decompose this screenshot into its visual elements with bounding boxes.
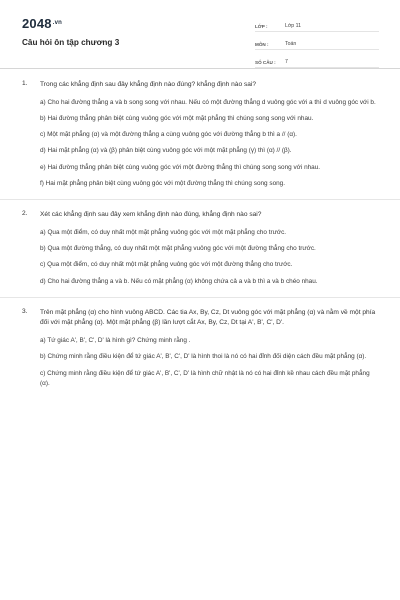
question-option: e) Hai đường thẳng phân biệt cùng vuông góc với một đường thẳng thì chúng song song với nhau. [40, 163, 321, 171]
meta-value: Lớp 11 [285, 23, 301, 29]
question-2 [0, 210, 400, 287]
document-title: Câu hỏi ôn tập chương 3 [22, 38, 120, 47]
question-option: c) Chứng minh rằng điều kiện để tứ giác A', B', C', D' là hình chữ nhật là nó có hai đỉnh kề nhau cách đều mặt phẳng (α). [40, 369, 370, 387]
question-option: b) Chứng minh rằng điều kiện để tứ giác A', B', C', D' là hình thoi là nó có hai đỉnh đối diện cách đều mặt phẳng (α). [40, 353, 367, 361]
meta-info [255, 16, 379, 70]
header-divider [0, 68, 400, 69]
meta-label: MÔN : [255, 42, 269, 47]
question-divider [0, 199, 400, 200]
question-number: 2. [22, 210, 28, 218]
question-1 [0, 80, 400, 189]
question-option: a) Tứ giác A', B', C', D' là hình gì? Chứng minh rằng . [40, 336, 191, 344]
question-option: c) Qua một điểm, có duy nhất một mặt phẳng vuông góc với một đường thẳng cho trước. [40, 261, 293, 269]
question-text: Xét các khẳng định sau đây xem khẳng định nào đúng, khẳng định nào sai? [40, 211, 262, 219]
question-option: f) Hai mặt phẳng phân biệt cùng vuông góc với một đường thẳng thì chúng song song. [40, 179, 286, 187]
question-number: 1. [22, 80, 28, 87]
logo-suffix: .vn [52, 20, 63, 26]
question-number: 3. [22, 307, 28, 315]
question-option: a) Qua một điểm, có duy nhất một mặt phẳng vuông góc với một mặt phẳng cho trước. [40, 228, 287, 236]
page-header [0, 0, 400, 64]
meta-label: LỚP : [255, 24, 268, 29]
question-divider [0, 297, 400, 298]
question-option: b) Hai đường thẳng phân biệt cùng vuông góc với một mặt phẳng thì chúng song song với nhau. [40, 114, 314, 122]
question-text: Trong các khẳng định sau đây khẳng định nào đúng? khẳng định nào sai? [40, 81, 257, 88]
site-logo[interactable] [22, 16, 62, 31]
question-list [0, 80, 400, 395]
logo-text: 2048 [22, 16, 52, 31]
meta-value: Toán [285, 41, 297, 47]
meta-value: 7 [285, 59, 288, 65]
question-option: d) Cho hai đường thẳng a và b. Nếu có mặt phẳng (α) không chứa cả a và b thì a và b chéo nhau. [40, 277, 318, 285]
meta-row-subject [255, 34, 379, 50]
question-text: Trên mặt phẳng (α) cho hình vuông ABCD. Các tia Ax, By, Cz, Dt vuông góc với mặt phẳng (α) và nằm về một phía đối với mặt phẳng (α). Một mặt phẳng (β) lần lượt cắt Ax, By, Cz, Dt tại A', B', C', D'. [40, 308, 376, 327]
meta-row-class [255, 16, 379, 32]
question-option: a) Cho hai đường thẳng a và b song song với nhau. Nếu có một đường thẳng d vuông góc với a thì d vuông góc với b. [40, 98, 376, 106]
question-option: d) Hai mặt phẳng (α) và (β) phân biệt cùng vuông góc với một mặt phẳng (γ) thì (α) // (β). [40, 147, 292, 155]
question-option: b) Qua một đường thẳng, có duy nhất một mặt phẳng vuông góc với một đường thẳng cho trước. [40, 245, 316, 253]
question-option: c) Một mặt phẳng (α) và một đường thẳng a cùng vuông góc với đường thẳng b thì a // (α). [40, 131, 297, 139]
meta-label: SỐ CÂU : [255, 60, 276, 65]
meta-row-count [255, 52, 379, 68]
question-3 [0, 308, 400, 389]
